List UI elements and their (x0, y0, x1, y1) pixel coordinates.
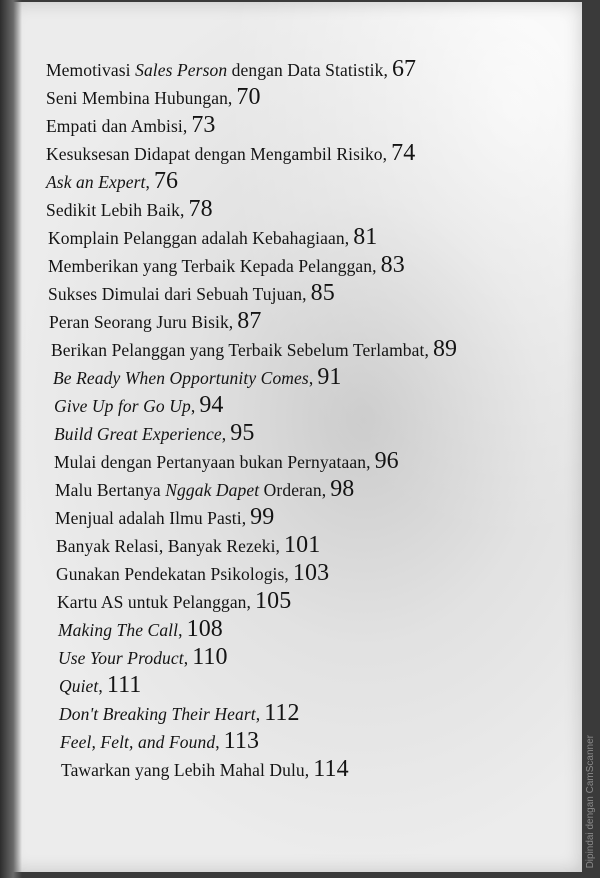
toc-entry (54, 420, 254, 447)
toc-entry-title: Memberikan yang Terbaik Kepada Pelanggan, (48, 256, 377, 276)
toc-entry (46, 56, 416, 83)
toc-entry-page-number: 81 (353, 224, 378, 250)
toc-entry (55, 504, 274, 531)
toc-entry-title-italic: Give Up for Go Up (54, 396, 191, 416)
toc-entry-title: Gunakan Pendekatan Psikologis, (56, 564, 289, 584)
toc-entry-page-number: 94 (199, 392, 224, 418)
toc-entry-title-suffix: , (308, 368, 314, 388)
toc-entry-title: Seni Membina Hubungan, (46, 88, 233, 108)
toc-entry-page-number: 91 (317, 364, 342, 390)
toc-entry (48, 224, 377, 251)
toc-entry (46, 196, 213, 223)
toc-entry-page-number: 114 (313, 756, 349, 782)
toc-entry-title: Mulai dengan Pertanyaan bukan Pernyataan, (54, 452, 371, 472)
toc-entry (46, 112, 216, 139)
toc-entry-title-italic: Nggak Dapet (165, 480, 260, 500)
toc-entry-page-number: 98 (330, 476, 355, 502)
toc-entry-page-number: 95 (230, 420, 255, 446)
toc-entry-title-italic: Don't Breaking Their Heart (59, 704, 256, 724)
toc-entry (55, 476, 354, 503)
toc-entry (48, 252, 405, 279)
toc-entry (56, 532, 320, 559)
toc-entry-page-number: 103 (292, 560, 330, 586)
toc-entry-page-number: 111 (106, 672, 142, 698)
toc-entry-page-number: 112 (264, 700, 300, 726)
toc-entry-page-number: 76 (153, 168, 179, 194)
toc-entry-title: Kartu AS untuk Pelanggan, (57, 592, 252, 612)
toc-entry-page-number: 70 (236, 84, 261, 110)
toc-entry-page-number: 83 (380, 252, 405, 278)
toc-entry (46, 168, 178, 195)
scanner-watermark: Dipindai dengan CamScanner (585, 734, 596, 868)
toc-entry-title-italic: Be Ready When Opportunity Comes (53, 368, 309, 388)
toc-entry-title-suffix: , (255, 704, 261, 724)
toc-entry (51, 336, 457, 363)
toc-entry-page-number: 74 (391, 140, 416, 166)
toc-entry-title-suffix: , (98, 676, 103, 696)
toc-entry-title: Malu Bertanya (55, 480, 166, 500)
toc-entry-title: Memotivasi (46, 60, 136, 80)
toc-entry-title-suffix: , (190, 396, 196, 416)
toc-entry-title-italic: Sales Person (135, 60, 228, 80)
toc-entry-title-suffix: , (145, 172, 150, 192)
toc-entry-page-number: 85 (310, 280, 335, 306)
toc-entry (59, 700, 300, 727)
toc-entry-title-suffix: , (183, 648, 189, 668)
toc-entry-page-number: 113 (223, 728, 260, 754)
toc-entry-title-suffix: dengan Data Statistik, (227, 60, 388, 80)
page-edge-shadow (0, 0, 22, 878)
toc-entry-title: Tawarkan yang Lebih Mahal Dulu, (61, 760, 310, 780)
toc-entry-page-number: 73 (191, 112, 216, 138)
toc-entry (46, 84, 261, 111)
toc-entry-page-number: 101 (284, 532, 321, 558)
toc-entry (58, 616, 223, 643)
toc-entry-title: Empati dan Ambisi, (46, 116, 188, 136)
toc-entry-title-suffix: , (221, 424, 227, 444)
toc-entry-page-number: 89 (432, 336, 458, 362)
toc-entry-title-suffix: , (178, 620, 183, 640)
toc-entry-title-italic: Ask an Expert (46, 172, 146, 192)
toc-entry-title-italic: Feel, Felt, and Found (60, 732, 216, 752)
toc-entry-page-number: 99 (250, 504, 275, 530)
toc-entry-title-suffix: , (215, 732, 220, 752)
toc-entry-page-number: 78 (188, 196, 213, 222)
toc-entry (60, 728, 259, 755)
toc-entry (46, 140, 415, 167)
toc-entry (48, 280, 335, 307)
toc-entry-title: Banyak Relasi, Banyak Rezeki, (56, 536, 281, 556)
toc-entry (54, 392, 224, 419)
toc-entry (54, 448, 399, 475)
toc-entry (59, 672, 141, 699)
toc-entry-title-italic: Use Your Product (58, 648, 184, 668)
toc-entry-title-suffix: Orderan, (259, 480, 327, 500)
toc-entry-title-italic: Making The Call (58, 620, 179, 640)
toc-entry-page-number: 105 (255, 588, 292, 614)
toc-entry-title: Berikan Pelanggan yang Terbaik Sebelum Terlambat, (51, 340, 429, 360)
scanned-page (8, 2, 582, 872)
toc-entry-title: Sukses Dimulai dari Sebuah Tujuan, (48, 284, 307, 304)
toc-entry-title: Komplain Pelanggan adalah Kebahagiaan, (48, 228, 350, 248)
toc-entry (57, 588, 291, 615)
toc-entry-title: Peran Seorang Juru Bisik, (49, 312, 234, 332)
toc-entry (49, 308, 262, 335)
toc-entry-title: Menjual adalah Ilmu Pasti, (55, 508, 247, 528)
toc-entry (56, 560, 329, 587)
toc-entry-page-number: 67 (391, 56, 417, 82)
toc-entry-title-italic: Quiet (59, 676, 99, 696)
toc-entry (53, 364, 342, 391)
toc-entry (61, 756, 349, 783)
toc-entry-title-italic: Build Great Experience (54, 424, 222, 444)
toc-entry-page-number: 108 (186, 616, 223, 642)
toc-entry-title: Kesuksesan Didapat dengan Mengambil Risiko, (46, 144, 388, 164)
toc-entry-page-number: 96 (374, 448, 399, 474)
toc-entry-page-number: 87 (237, 308, 262, 334)
toc-entry-page-number: 110 (192, 644, 228, 670)
toc-entry-title: Sedikit Lebih Baik, (46, 200, 185, 220)
toc-entry (58, 644, 228, 671)
